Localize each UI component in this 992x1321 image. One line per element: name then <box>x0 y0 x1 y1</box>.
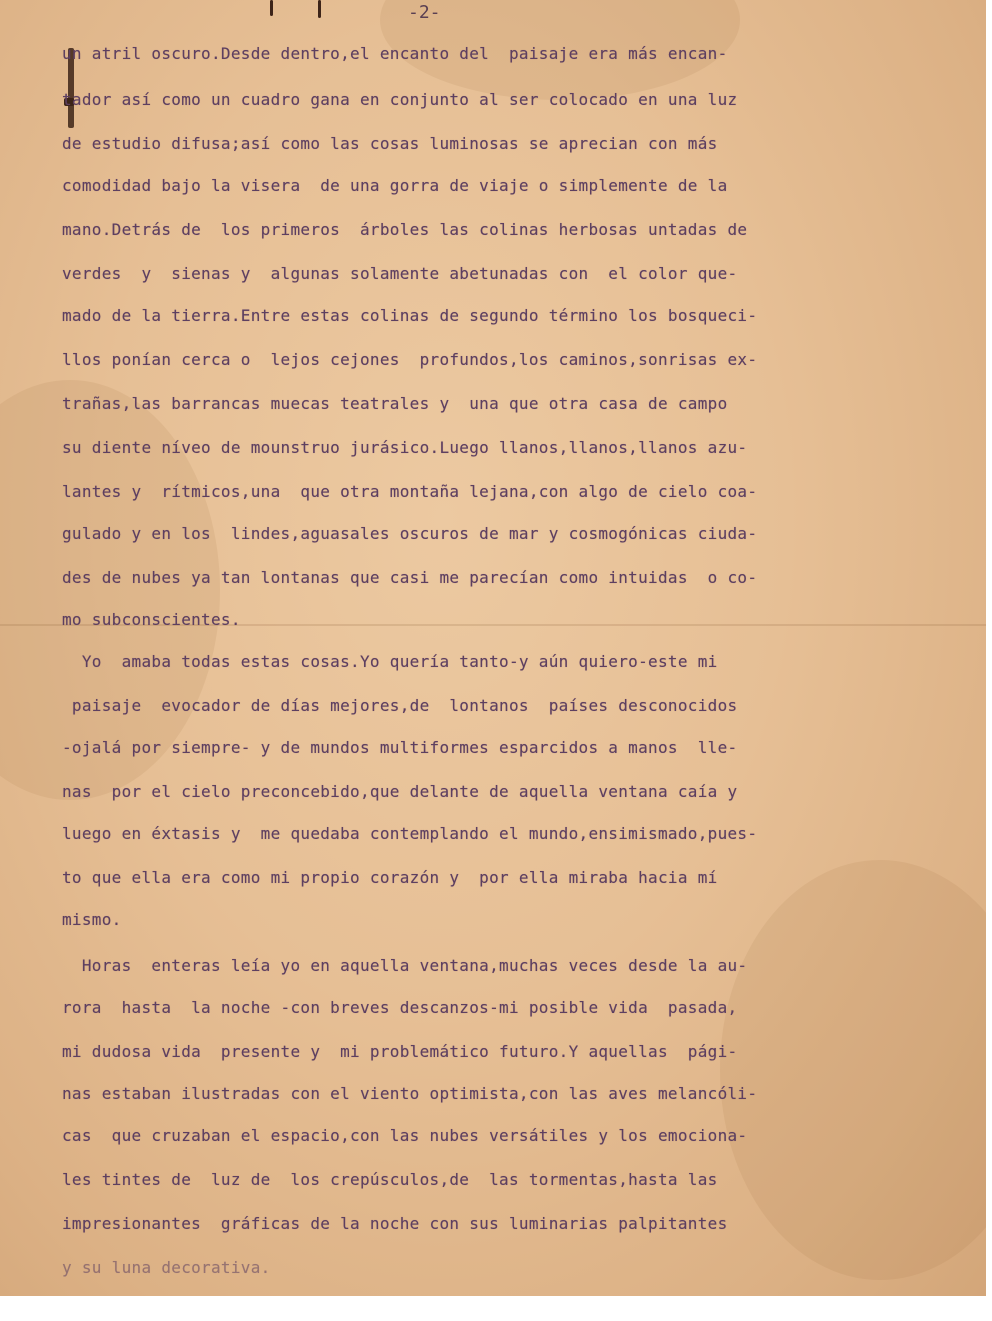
text-line: su diente níveo de mounstruo jurásico.Luego llanos,llanos,llanos azu- <box>62 438 748 457</box>
text-line: Yo amaba todas estas cosas.Yo quería tanto-y aún quiero-este mi <box>62 652 718 671</box>
text-line: nas por el cielo preconcebido,que delante de aquella ventana caía y <box>62 782 738 801</box>
text-line: trañas,las barrancas muecas teatrales y una que otra casa de campo <box>62 394 728 413</box>
text-line: mi dudosa vida presente y mi problemático futuro.Y aquellas pági- <box>62 1042 738 1061</box>
text-line: -ojalá por siempre- y de mundos multiformes esparcidos a manos lle- <box>62 738 738 757</box>
text-line: les tintes de luz de los crepúsculos,de las tormentas,hasta las <box>62 1170 718 1189</box>
text-line: paisaje evocador de días mejores,de lontanos países desconocidos <box>62 696 738 715</box>
text-line: Horas enteras leía yo en aquella ventana,muchas veces desde la au- <box>62 956 748 975</box>
text-line: mado de la tierra.Entre estas colinas de segundo término los bosqueci- <box>62 306 758 325</box>
text-line: tador así como un cuadro gana en conjunto al ser colocado en una luz <box>62 90 738 109</box>
text-line: verdes y sienas y algunas solamente abetunadas con el color que- <box>62 264 738 283</box>
text-line: impresionantes gráficas de la noche con sus luminarias palpitantes <box>62 1214 728 1233</box>
text-line: mo subconscientes. <box>62 610 241 629</box>
paper-stain <box>720 860 986 1280</box>
text-line: un atril oscuro.Desde dentro,el encanto del paisaje era más encan- <box>62 44 728 63</box>
text-line: lantes y rítmicos,una que otra montaña lejana,con algo de cielo coa- <box>62 482 758 501</box>
text-line: rora hasta la noche -con breves descanzos-mi posible vida pasada, <box>62 998 738 1017</box>
text-line: des de nubes ya tan lontanas que casi me parecían como intuidas o co- <box>62 568 758 587</box>
page-number: -2- <box>408 2 441 23</box>
text-line: de estudio difusa;así como las cosas luminosas se aprecian con más <box>62 134 718 153</box>
text-line: nas estaban ilustradas con el viento optimista,con las aves melancóli- <box>62 1084 758 1103</box>
text-line: llos ponían cerca o lejos cejones profundos,los caminos,sonrisas ex- <box>62 350 758 369</box>
text-line: y su luna decorativa. <box>62 1258 271 1277</box>
text-line: cas que cruzaban el espacio,con las nubes versátiles y los emociona- <box>62 1126 748 1145</box>
text-line: luego en éxtasis y me quedaba contemplando el mundo,ensimismado,pues- <box>62 824 758 843</box>
ink-smudge <box>270 0 273 16</box>
text-line: gulado y en los lindes,aguasales oscuros de mar y cosmogónicas ciuda- <box>62 524 758 543</box>
ink-smudge <box>318 0 321 18</box>
text-line: mano.Detrás de los primeros árboles las colinas herbosas untadas de <box>62 220 748 239</box>
text-line: mismo. <box>62 910 122 929</box>
text-line: to que ella era como mi propio corazón y por ella miraba hacia mí <box>62 868 718 887</box>
text-line: comodidad bajo la visera de una gorra de viaje o simplemente de la <box>62 176 728 195</box>
